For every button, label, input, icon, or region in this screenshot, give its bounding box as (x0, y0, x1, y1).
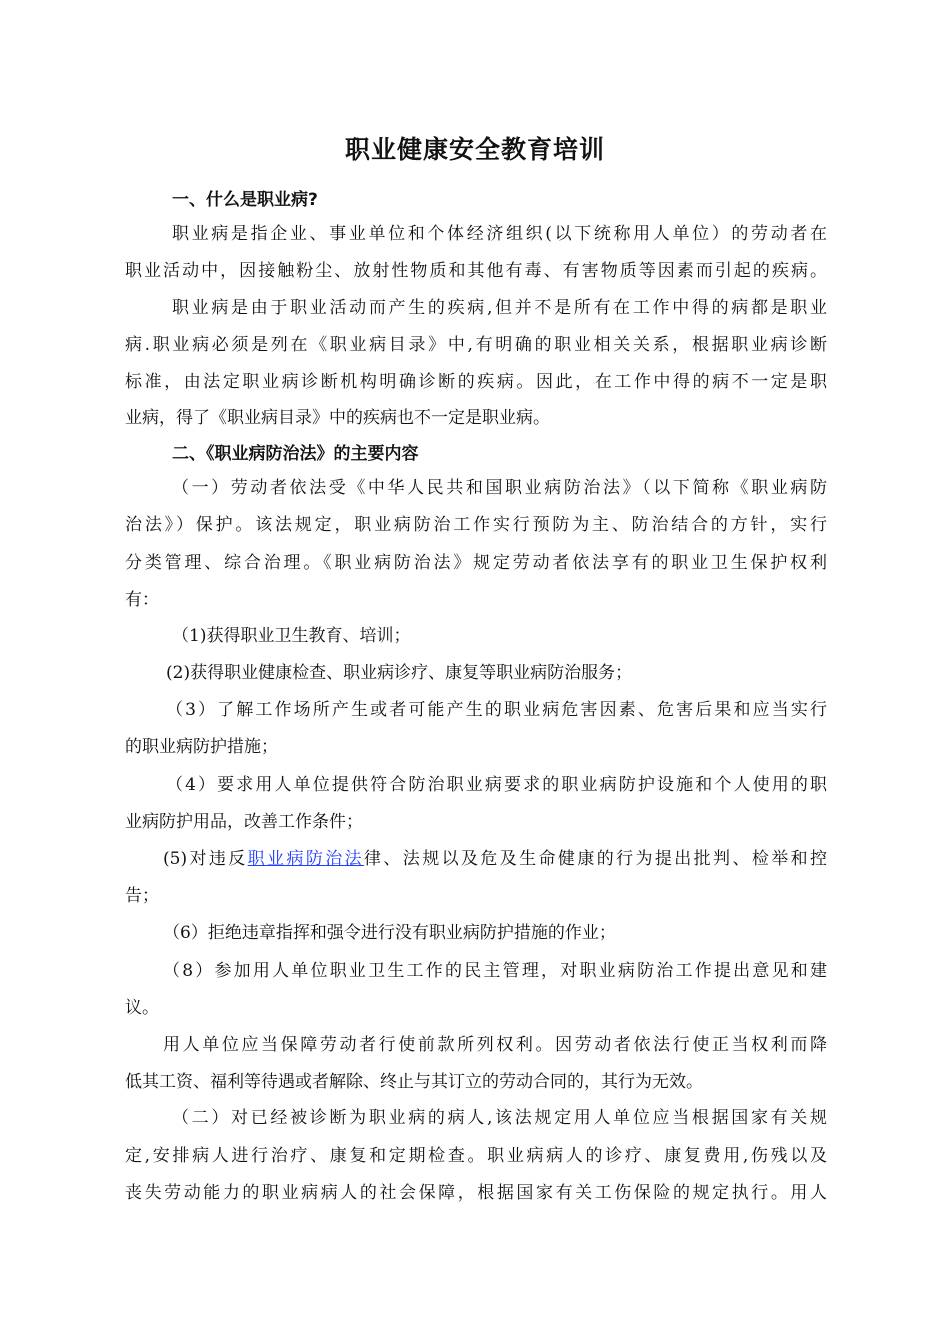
list-item-text: 律、法规以及危及生命健康的行为提出批判、检举和控 (364, 849, 828, 869)
list-item: （4）要求用人单位提供符合防治职业病要求的职业病防护设施和个人使用的职 (166, 775, 827, 795)
list-item-continuation: 议。 (125, 998, 159, 1018)
law-link[interactable]: 职业病防治法 (247, 849, 365, 869)
paragraph-line: 定,安排病人进行治疗、康复和定期检查。职业病病人的诊疗、康复费用,伤残以及 (125, 1146, 827, 1166)
paragraph-line: 标准，由法定职业病诊断机构明确诊断的疾病。因此，在工作中得的病不一定是职 (125, 372, 827, 392)
list-item: （1)获得职业卫生教育、培训； (172, 626, 411, 646)
list-item (163, 847, 827, 871)
paragraph-line: （二）对已经被诊断为职业病的病人,该法规定用人单位应当根据国家有关规 (172, 1108, 827, 1128)
paragraph-line: 业病，得了《职业病目录》中的疾病也不一定是职业病。 (125, 408, 550, 428)
paragraph-line: 有： (125, 590, 159, 610)
paragraph-line: 病.职业病必须是列在《职业病目录》中,有明确的职业相关关系，根据职业病诊断 (125, 335, 827, 355)
section-heading-2: 二、《职业病防治法》的主要内容 (172, 444, 419, 464)
paragraph-line: 分类管理、综合治理。《职业病防治法》规定劳动者依法享有的职业卫生保护权利 (125, 553, 827, 573)
list-item-continuation: 业病防护用品，改善工作条件； (125, 812, 363, 832)
paragraph-line: 治法》）保护。该法规定，职业病防治工作实行预防为主、防治结合的方针，实行 (125, 515, 827, 535)
list-item-continuation: 告； (125, 886, 159, 906)
paragraph-line: 低其工资、福利等待遇或者解除、终止与其订立的劳动合同的，其行为无效。 (125, 1072, 703, 1092)
paragraph-line: 职业病是由于职业活动而产生的疾病,但并不是所有在工作中得的病都是职业 (172, 298, 827, 318)
list-item: (2)获得职业健康检查、职业病诊疗、康复等职业病防治服务； (166, 663, 633, 683)
list-item-text: (5)对违反 (163, 849, 248, 869)
paragraph-line: 丧失劳动能力的职业病病人的社会保障，根据国家有关工伤保险的规定执行。用人 (125, 1183, 827, 1203)
section-heading-1: 一、什么是职业病? (172, 190, 318, 210)
list-item: （3）了解工作场所产生或者可能产生的职业病危害因素、危害后果和应当实行 (166, 700, 827, 720)
paragraph-line: （一）劳动者依法受《中华人民共和国职业病防治法》（以下简称《职业病防 (172, 478, 827, 498)
document-title: 职业健康安全教育培训 (344, 135, 605, 164)
paragraph-line: 用人单位应当保障劳动者行使前款所列权利。因劳动者依法行使正当权利而降 (163, 1035, 827, 1055)
list-item: （6）拒绝违章指挥和强令进行没有职业病防护措施的作业； (163, 923, 616, 943)
list-item: （8）参加用人单位职业卫生工作的民主管理，对职业病防治工作提出意见和建 (163, 961, 827, 981)
paragraph-line: 职业病是指企业、事业单位和个体经济组织(以下统称用人单位）的劳动者在 (172, 224, 827, 244)
list-item-continuation: 的职业病防护措施； (125, 737, 278, 757)
paragraph-line: 职业活动中，因接触粉尘、放射性物质和其他有毒、有害物质等因素而引起的疾病。 (125, 261, 827, 281)
